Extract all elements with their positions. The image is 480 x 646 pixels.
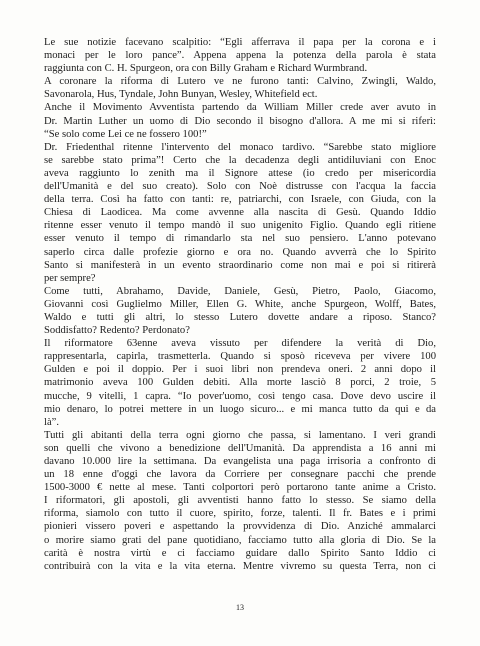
text-line: o morire siamo grati del pane quotidiano, facciamo tutto alla gloria di Dio. Se la	[44, 534, 436, 546]
text-line: rappresentarla, capirla, trasmetterla. Quando si sposò riceveva per vivere 100	[44, 351, 436, 363]
text-line: Le sue notizie facevano scalpitio: “Egli afferrava il papa per la corona e i	[44, 37, 436, 48]
text-line: Dr. Martin Luther un uomo di Dio secondo il bisogno d'allora. A me mi si riferì:	[44, 115, 436, 127]
text-line: pionieri vissero poveri e aspettando la provvidenza di Dio. Anziché ammalarci	[44, 521, 436, 533]
text-line: saperlo circa dalle profezie giorno e ora no. Quando avverrà che lo Spirito	[44, 246, 436, 258]
text-line: ritenne esser venuto il tempo mandò il suo unigenito Figlio. Quando egli ritiene	[44, 220, 436, 232]
text-line: contribuirà con la vita e la vita eterna. Mentre vivremo su questa Terra, non ci	[44, 560, 436, 572]
text-line: mio denaro, lo potrei mettere in un luogo sicuro... e mi manca tutto da qui e da	[44, 403, 436, 415]
text-line: esser venuto il tempo di rimandarlo sta nel suo pensiero. L'anno potevano	[44, 233, 436, 245]
body-text	[44, 36, 436, 573]
text-line: per sempre?	[44, 272, 96, 284]
text-line: davano 10.000 lire la settimana. Da evangelista una paga irrisoria a confronto di	[44, 456, 436, 467]
text-line: monaci per le loro pance”. Appena appena la potenza della parola è stata	[44, 50, 436, 62]
text-line: mucche, 9 vitelli, 1 capra. “Io pover'uomo, così tengo casa. Dove devo uscire il	[44, 390, 436, 402]
text-line: Savonarola, Hus, Tyndale, John Bunyan, Wesley, Whitefield ect.	[44, 89, 318, 101]
text-line: 1500-3000 € nette al mese. Tanti colportori però portarono tante anime a Cristo.	[44, 482, 436, 494]
text-line: Chiesa di Laodicea. Ma come avvenne alla nascita di Gesù. Quando Iddio	[44, 207, 436, 219]
text-line: A coronare la riforma di Lutero ve ne furono tanti: Calvino, Zwingli, Waldo,	[44, 76, 436, 88]
text-line: “Se solo come Lei ce ne fossero 100!”	[44, 128, 207, 140]
text-line: riforma, siamolo con tutto il cuore, spirito, forze, talenti. Il fr. Bates e i primi	[44, 508, 436, 520]
text-line: matrimonio aveva 100 Gulden debiti. Alla morte lasciò 8 porci, 2 troie, 5	[44, 377, 436, 389]
text-line: un 18 enne d'oggi che lavora da Corriere per consegnare pacchi che prende	[44, 469, 436, 481]
text-line: carità è nostra virtù e ci facciamo guidare dallo Spirito Santo Iddio ci	[44, 547, 436, 559]
text-line: là”.	[44, 416, 59, 428]
text-line: Tutti gli abitanti della terra ogni giorno che passa, si lamentano. I veri grandi	[44, 429, 436, 441]
text-line: Waldo e tutti gli altri, lo stesso Lutero dovette andare a riposo. Stanco?	[44, 311, 436, 323]
text-line: aveva raggiunto lo zenith ma il Signore attese (io credo per misericordia	[44, 167, 436, 179]
text-line: Santo si manifesterà in un evento straordinario come non mai e poi si ritirerà	[44, 259, 436, 271]
page-number: 13	[236, 603, 244, 612]
text-line: Il riformatore 63enne aveva vissuto per difendere la verità di Dio,	[44, 338, 436, 350]
text-line: Dr. Friedenthal ritenne l'intervento del monaco tardivo. “Sarebbe stato migliore	[44, 141, 436, 153]
text-line: Soddisfatto? Redento? Perdonato?	[44, 325, 190, 337]
text-line: dell'Umanità e del suo creato). Solo con Noè distrusse con l'acqua la faccia	[44, 181, 436, 193]
text-line: Giovanni così Guglielmo Miller, Ellen G. White, anche Spurgeon, Wolff, Bates,	[44, 298, 436, 310]
text-line: Anche il Movimento Avventista partendo da William Miller crede aver avuto in	[44, 102, 436, 114]
text-line: son quelli che vivono a benedizione dell'Umanità. Da apprendista a 16 anni mi	[44, 442, 436, 454]
text-line: raggiunta con C. H. Spurgeon, ora con Billy Graham e Richard Wurmbrand.	[44, 63, 368, 75]
text-line: I riformatori, gli apostoli, gli avventisti hanno fatto lo stesso. Se siamo della	[44, 495, 436, 507]
text-line: della terra. Così ha fatto con tanti: re, patriarchi, con Israele, con Giuda, con la	[44, 194, 436, 206]
text-line: Come tutti, Abrahamo, Davide, Daniele, Gesù, Pietro, Paolo, Giacomo,	[44, 285, 436, 297]
text-line: se sarebbe stato prima”! Certo che la decadenza degli antidiluviani con Enoc	[44, 154, 436, 166]
text-line: Gulden e poi il doppio. Per i suoi libri non prendeva oneri. 2 anni dopo il	[44, 364, 436, 376]
